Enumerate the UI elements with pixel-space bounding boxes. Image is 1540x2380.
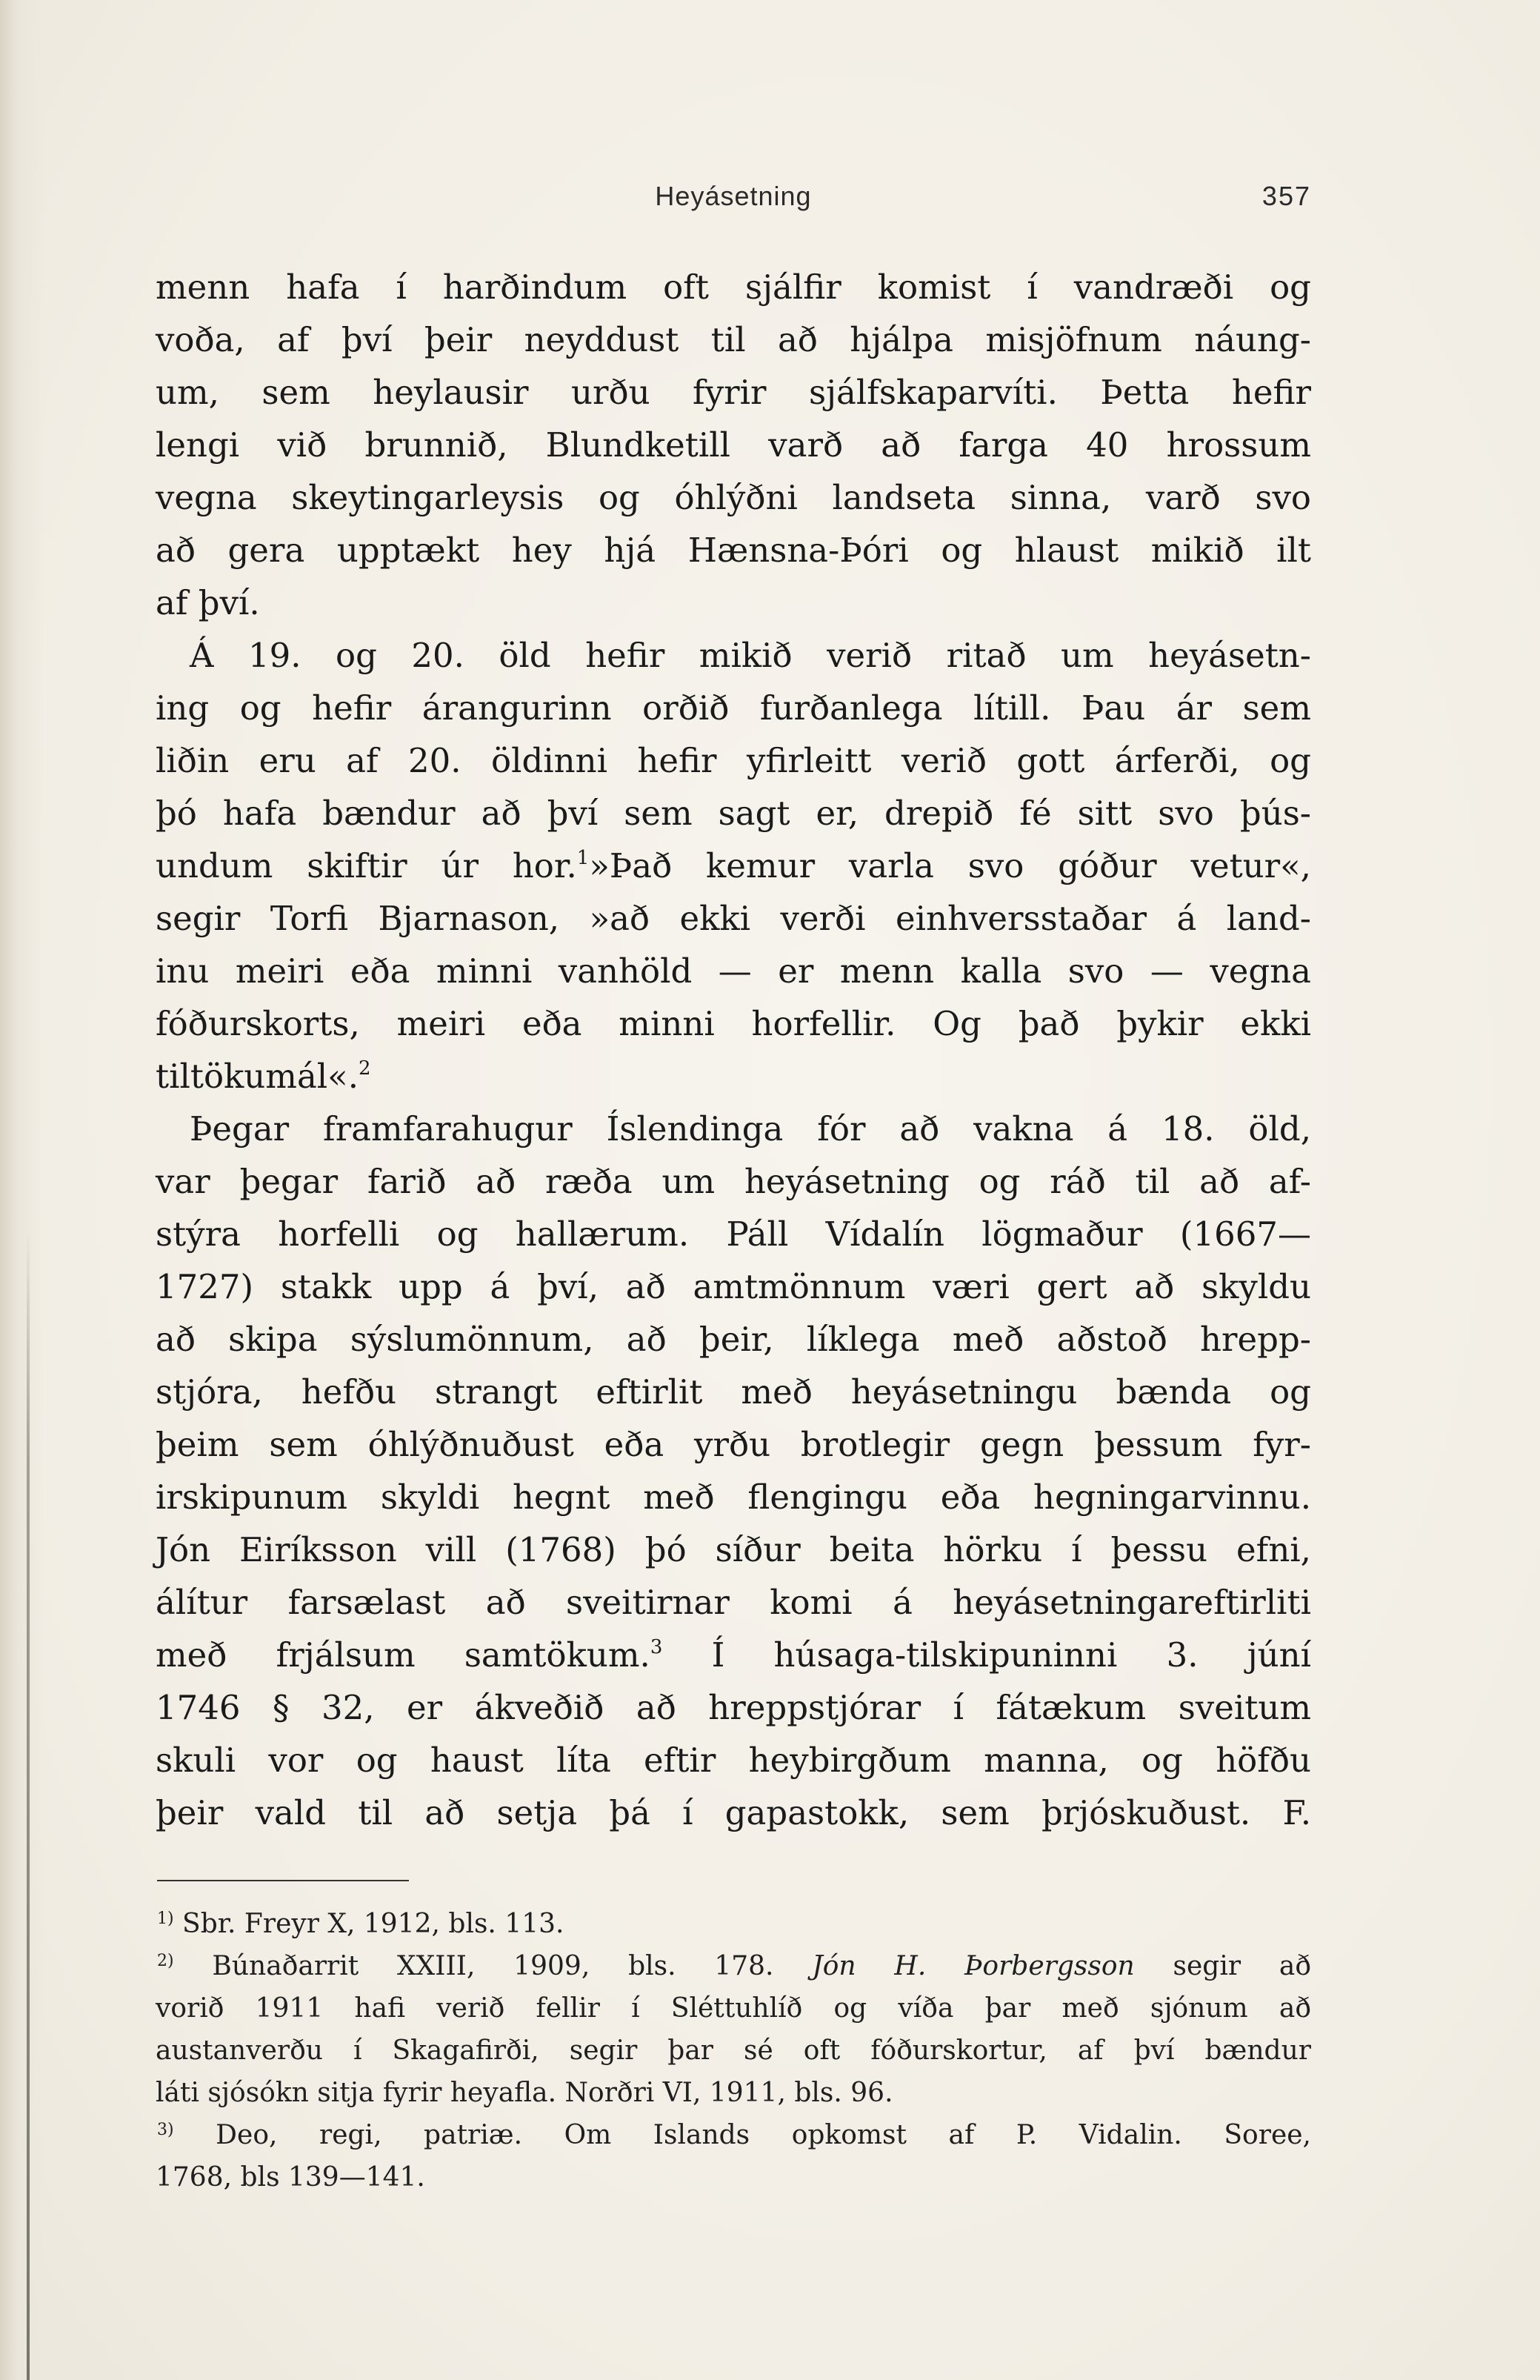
text-line: um, sem heylausir urðu fyrir sjálfskaparvíti. Þetta hefir (156, 373, 1311, 412)
running-header (156, 181, 1311, 218)
text-line: Á 19. og 20. öld hefir mikið verið ritað um heyásetn- (190, 636, 1311, 675)
text-line: álítur farsælast að sveitirnar komi á heyásetningareftirliti (156, 1583, 1311, 1622)
text-line: stýra horfelli og hallærum. Páll Vídalín lögmaður (1667— (156, 1214, 1311, 1254)
page-number: 357 (1261, 181, 1311, 211)
footnote-ref[interactable]: 2 (359, 1057, 371, 1080)
text-line: liðin eru af 20. öldinni hefir yfirleitt verið gott árferði, og (156, 741, 1311, 780)
page-binding-edge (27, 1230, 30, 2380)
running-title: Heyásetning (655, 181, 812, 211)
footnote-text: Búnaðarrit XXIII, 1909, bls. 178. (212, 1951, 774, 1981)
footnote-3 (156, 2114, 1311, 2156)
footnote-line: láti sjósókn sitja fyrir heyafla. Norðri VI, 1911, bls. 96. (156, 2078, 893, 2108)
text-line: var þegar farið að ræða um heyásetning og ráð til að af- (156, 1162, 1311, 1201)
text-line: segir Torfi Bjarnason, »að ekki verði einhversstaðar á land- (156, 899, 1311, 938)
text-fragment: tiltökumál«. (156, 1057, 359, 1096)
text-line: að skipa sýslumönnum, að þeir, líklega með aðstoð hrepp- (156, 1320, 1311, 1359)
text-line: Jón Eiríksson vill (1768) þó síður beita hörku í þessu efni, (156, 1530, 1311, 1569)
signature-initial: F. (1282, 1793, 1312, 1832)
footnote-text: segir að (1173, 1951, 1312, 1981)
main-text (156, 261, 1311, 1839)
footnote-marker: 1) (157, 1909, 174, 1928)
text-line (156, 1786, 1311, 1839)
footnote-1 (156, 1903, 1311, 1945)
footnote-ref[interactable]: 3 (650, 1636, 663, 1658)
text-line (156, 1050, 1311, 1103)
text-line: 1727) stakk upp á því, að amtmönnum væri gert að skyldu (156, 1267, 1311, 1306)
text-line: lengi við brunnið, Blundketill varð að farga 40 hrossum (156, 425, 1311, 465)
text-line (156, 1629, 1311, 1681)
text-line: stjóra, hefðu strangt eftirlit með heyásetningu bænda og (156, 1372, 1311, 1412)
footnote-line: 1768, bls 139—141. (156, 2162, 425, 2193)
text-line: 1746 § 32, er ákveðið að hreppstjórar í fátækum sveitum (156, 1688, 1311, 1727)
text-line: að gera upptækt hey hjá Hænsna-Þóri og hlaust mikið ilt (156, 531, 1311, 570)
text-line: menn hafa í harðindum oft sjálfir komist í vandræði og (156, 267, 1311, 307)
footnotes (156, 1903, 1311, 2198)
footnote-text: Deo, regi, patriæ. Om Islands opkomst af P. Vidalin. Soree, (216, 2120, 1311, 2150)
text-line: voða, af því þeir neyddust til að hjálpa misjöfnum náung- (156, 320, 1311, 359)
text-fragment: Í húsaga-tilskipuninni 3. júní (711, 1635, 1311, 1675)
text-line: fóðurskorts, meiri eða minni horfellir. Og það þykir ekki (156, 1004, 1311, 1043)
footnote-rule (157, 1880, 409, 1881)
text-line: inu meiri eða minni vanhöld — er menn kalla svo — vegna (156, 951, 1311, 991)
text-line: af því. (156, 583, 260, 622)
page-binding-shadow (0, 0, 44, 2380)
text-fragment: með frjálsum samtökum. (156, 1635, 650, 1675)
text-fragment: undum skiftir úr hor. (156, 846, 577, 885)
text-line (156, 840, 1311, 892)
text-fragment: »Það kemur varla svo góður vetur«, (589, 846, 1311, 885)
footnote-2 (156, 1945, 1311, 1987)
footnote-ref[interactable]: 1 (576, 847, 590, 869)
footnote-marker: 3) (157, 2121, 174, 2139)
footnote-line: vorið 1911 hafi verið fellir í Sléttuhlíð og víða þar með sjónum að (156, 1993, 1311, 2024)
text-line: skuli vor og haust líta eftir heybirgðum manna, og höfðu (156, 1741, 1311, 1780)
text-fragment: þeir vald til að setja þá í gapastokk, sem þrjóskuðust. (156, 1793, 1251, 1832)
text-line: Þegar framfarahugur Íslendinga fór að vakna á 18. öld, (190, 1109, 1311, 1149)
text-line: irskipunum skyldi hegnt með flengingu eða hegningarvinnu. (156, 1477, 1311, 1517)
text-line: þeim sem óhlýðnuðust eða yrðu brotlegir gegn þessum fyr- (156, 1425, 1311, 1464)
text-line: ing og hefir árangurinn orðið furðanlega lítill. Þau ár sem (156, 688, 1311, 728)
footnote-line: austanverðu í Skagafirði, segir þar sé oft fóðurskortur, af því bændur (156, 2035, 1311, 2066)
footnote-marker: 2) (157, 1952, 174, 1970)
text-line: þó hafa bændur að því sem sagt er, drepið fé sitt svo þús- (156, 794, 1311, 833)
footnote-author: Jón H. Þorbergsson (812, 1951, 1135, 1981)
text-line: vegna skeytingarleysis og óhlýðni landseta sinna, varð svo (156, 478, 1311, 517)
footnote-text: Sbr. Freyr X, 1912, bls. 113. (182, 1909, 564, 1939)
